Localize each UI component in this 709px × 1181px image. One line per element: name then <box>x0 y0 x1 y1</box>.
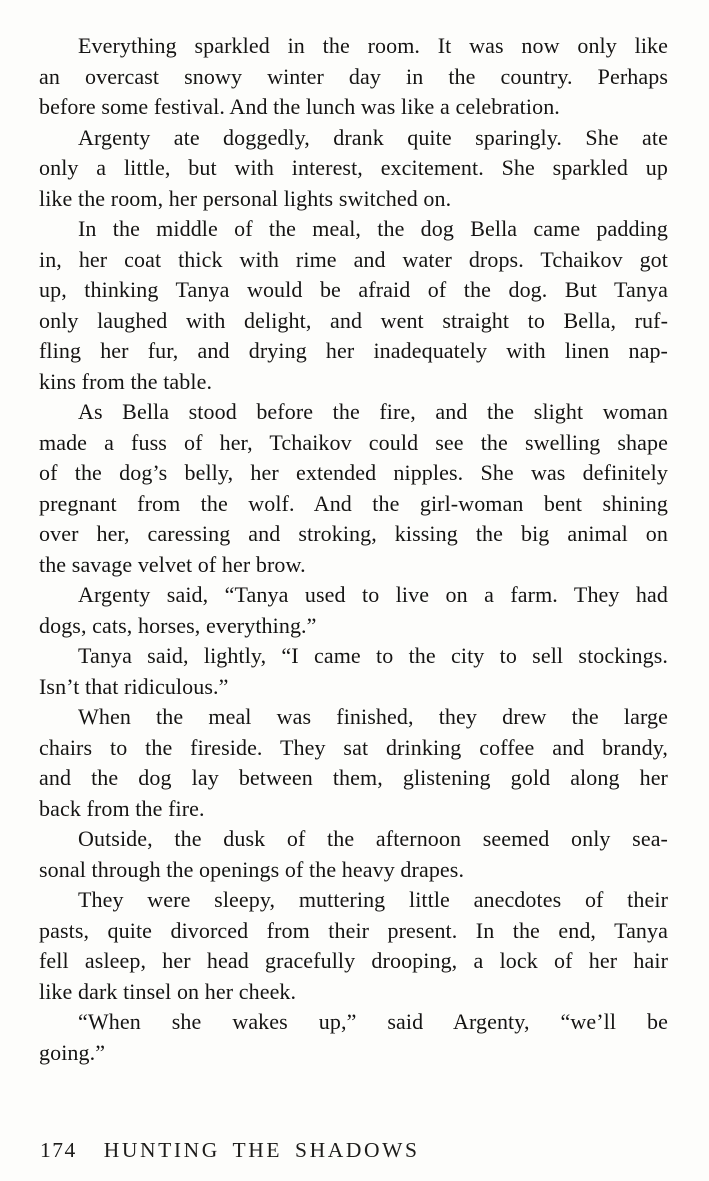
paragraph <box>39 580 668 641</box>
text-line: only a little, but with interest, excitement. She sparkled up <box>39 155 668 180</box>
text-line: only laughed with delight, and went straight to Bella, ruf- <box>39 307 668 333</box>
text-line: the savage velvet of her brow. <box>39 551 306 577</box>
text-line: Tanya said, lightly, “I came to the city to sell stockings. <box>78 643 668 668</box>
text-line: up, thinking Tanya would be afraid of the dog. But Tanya <box>39 277 668 302</box>
text-line: before some festival. And the lunch was like a celebration. <box>39 94 560 119</box>
text-line: going.” <box>39 1039 106 1065</box>
paragraph <box>39 824 668 885</box>
paragraph <box>39 214 668 397</box>
text-line: in, her coat thick with rime and water drops. Tchaikov got <box>39 246 668 272</box>
text-line: Everything sparkled in the room. It was now only like <box>78 33 668 58</box>
text-line: kins from the table. <box>39 368 213 394</box>
text-line: chairs to the fireside. They sat drinking coffee and brandy, <box>39 734 668 760</box>
text-line: back from the fire. <box>39 795 205 821</box>
page-text <box>39 31 668 1068</box>
text-line: fell asleep, her head gracefully drooping, a lock of her hair <box>39 948 668 973</box>
text-line: Isn’t that ridiculous.” <box>39 673 229 699</box>
text-line: When the meal was finished, they drew the large <box>78 704 668 729</box>
page-number: 174 <box>40 1138 77 1162</box>
text-line: “When she wakes up,” said Argenty, “we’ll be <box>78 1009 668 1034</box>
paragraph <box>39 397 668 580</box>
page-footer <box>40 1138 420 1162</box>
text-line: They were sleepy, muttering little anecdotes of their <box>78 887 668 912</box>
paragraph <box>39 31 668 123</box>
text-line: Outside, the dusk of the afternoon seemed only sea- <box>78 826 668 851</box>
paragraph <box>39 702 668 824</box>
text-line: As Bella stood before the fire, and the slight woman <box>78 399 668 424</box>
text-line: Argenty said, “Tanya used to live on a farm. They had <box>78 582 668 607</box>
running-title: HUNTING THE SHADOWS <box>103 1138 420 1162</box>
text-line: fling her fur, and drying her inadequately with linen nap- <box>39 338 668 363</box>
text-line: dogs, cats, horses, everything.” <box>39 612 317 638</box>
text-line: an overcast snowy winter day in the country. Perhaps <box>39 63 668 89</box>
paragraph <box>39 885 668 1007</box>
text-line: made a fuss of her, Tchaikov could see the swelling shape <box>39 429 668 455</box>
text-line: like dark tinsel on her cheek. <box>39 978 297 1004</box>
paragraph <box>39 123 668 215</box>
paragraph <box>39 641 668 702</box>
text-line: of the dog’s belly, her extended nipples. She was definitely <box>39 460 668 485</box>
text-line: and the dog lay between them, glistening gold along her <box>39 765 668 790</box>
text-line: sonal through the openings of the heavy drapes. <box>39 856 465 882</box>
text-line: Argenty ate doggedly, drank quite sparingly. She ate <box>78 124 668 150</box>
text-line: like the room, her personal lights switched on. <box>39 185 452 211</box>
paragraph <box>39 1007 668 1068</box>
text-line: In the middle of the meal, the dog Bella came padding <box>78 216 668 241</box>
text-line: pasts, quite divorced from their present. In the end, Tanya <box>39 917 668 943</box>
text-line: pregnant from the wolf. And the girl-woman bent shining <box>39 490 668 516</box>
text-line: over her, caressing and stroking, kissing the big animal on <box>39 521 668 546</box>
